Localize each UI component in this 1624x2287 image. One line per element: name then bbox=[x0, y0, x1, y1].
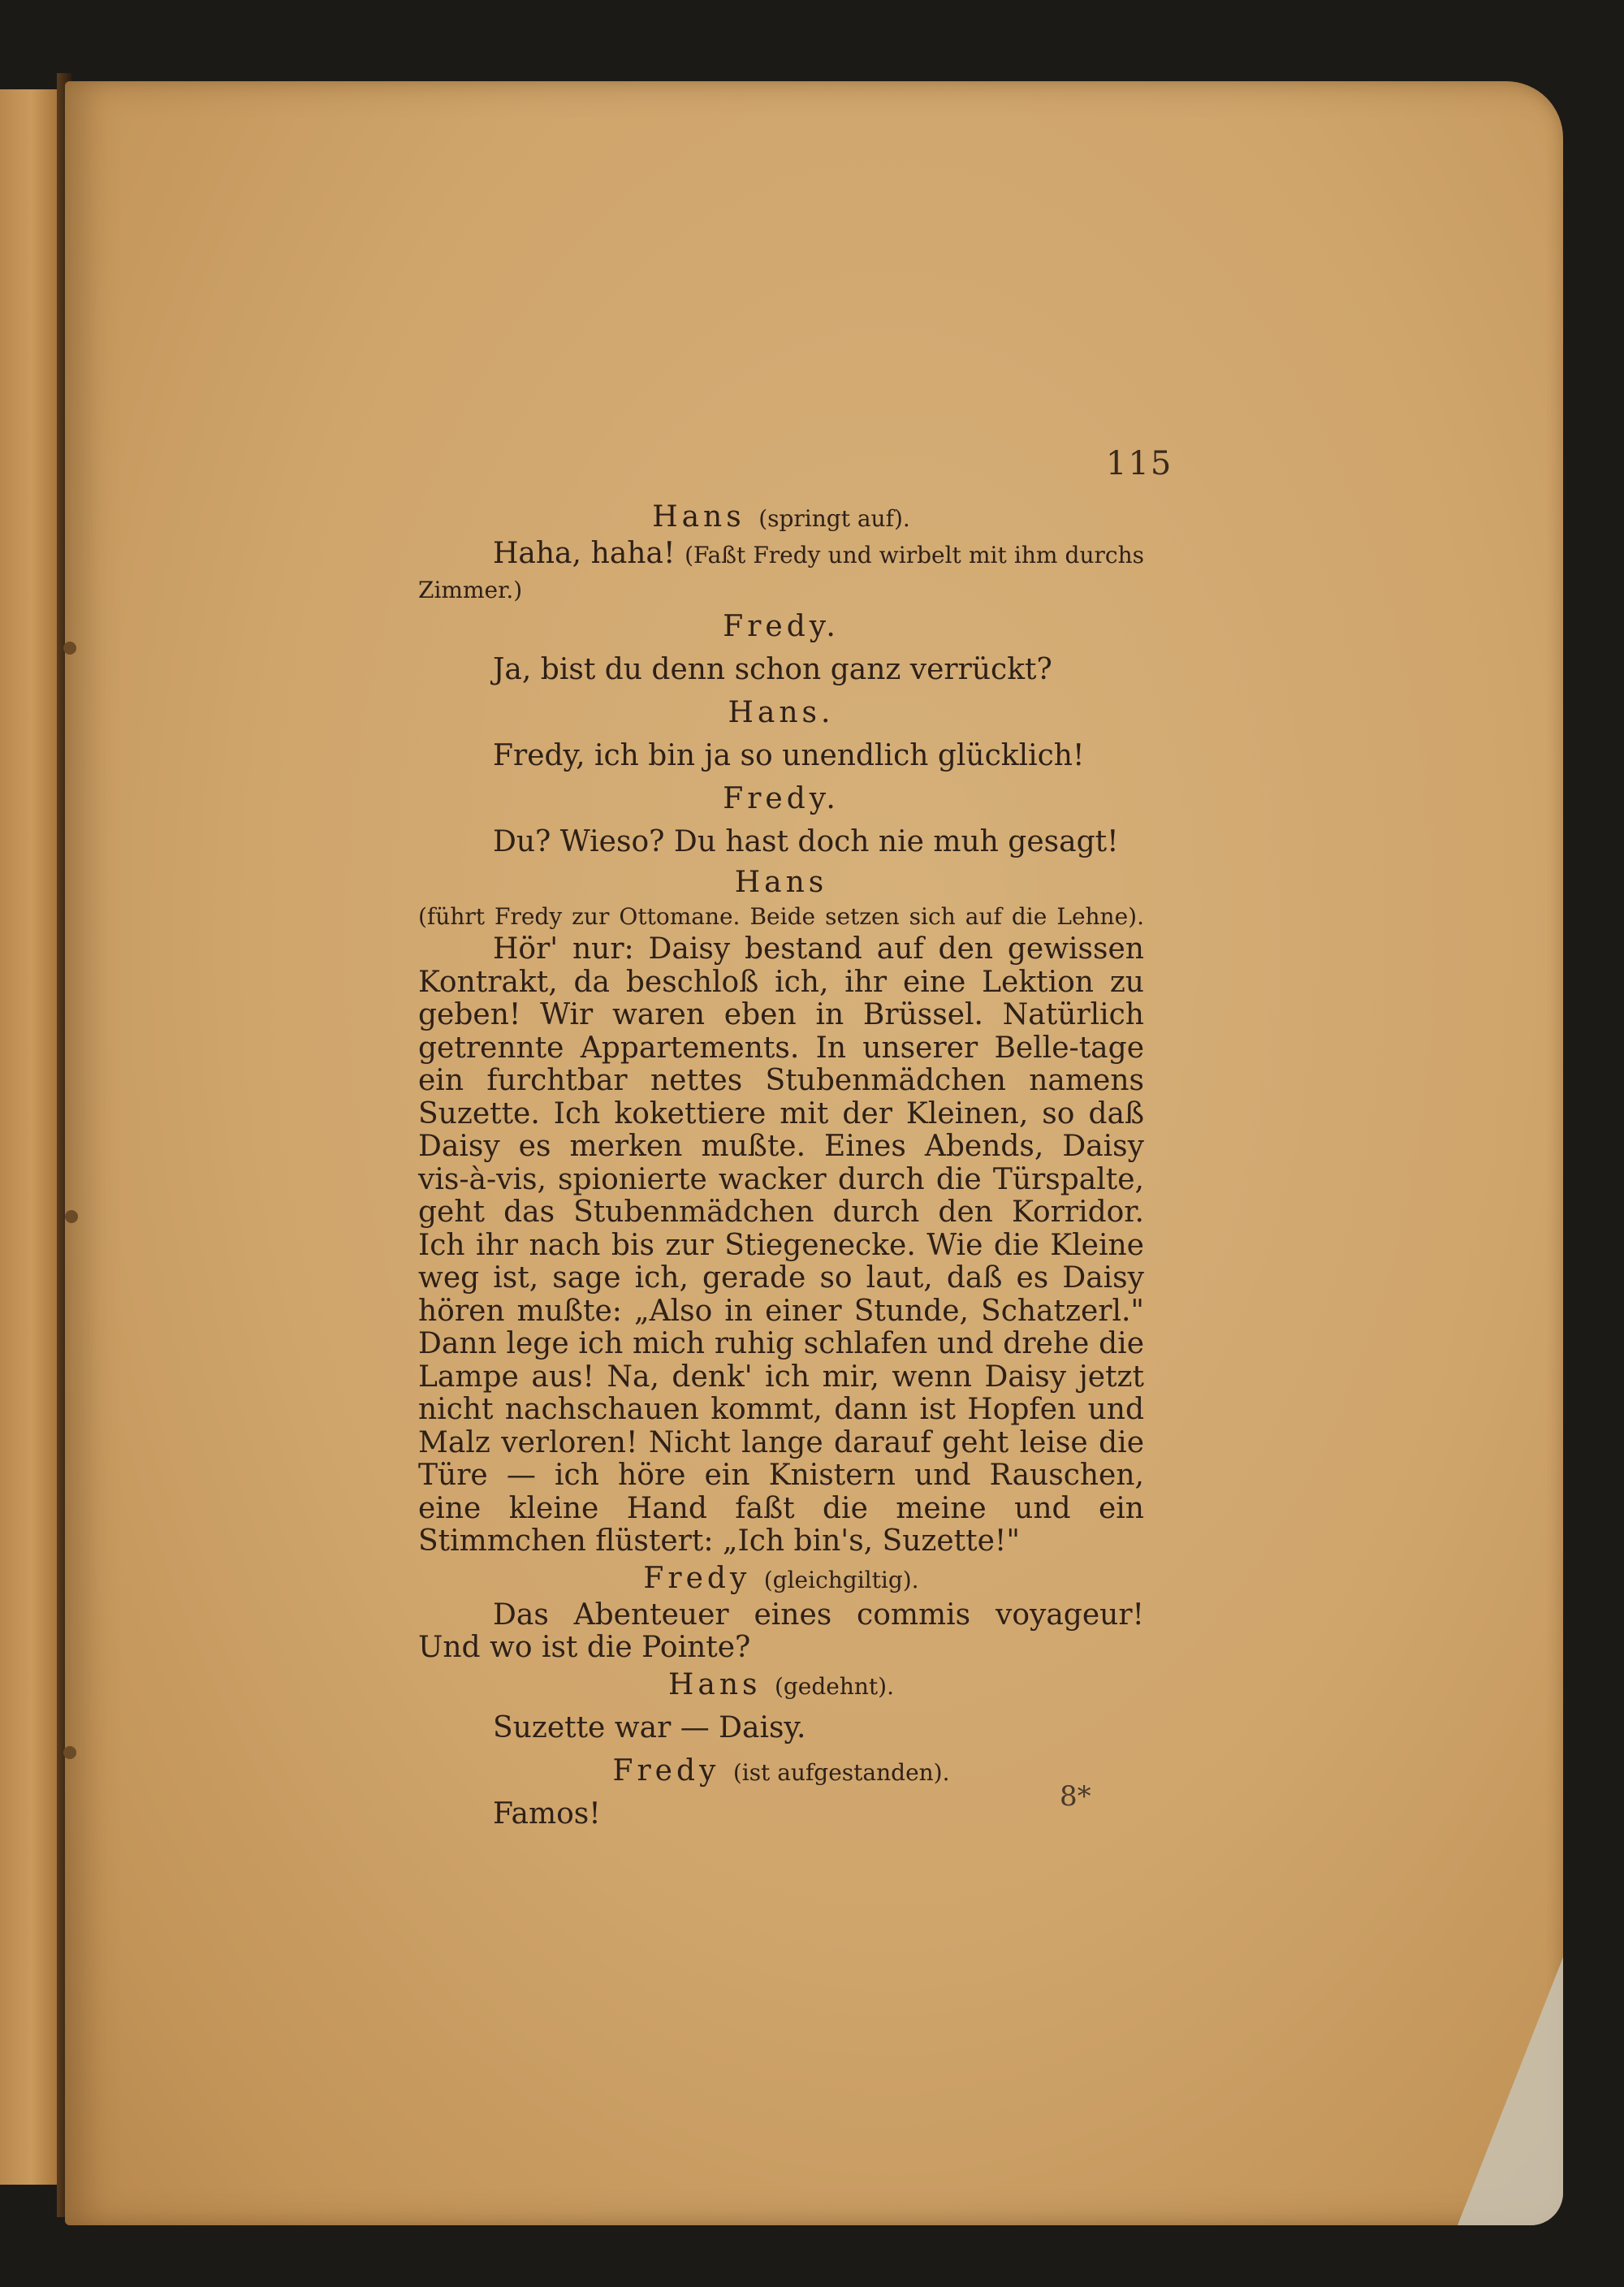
dialogue-paragraph: Das Abenteuer eines commis voyageur! Und wo ist die Pointe? bbox=[418, 1597, 1144, 1664]
binding-hole bbox=[65, 1210, 78, 1223]
stage-direction: (springt auf). bbox=[758, 505, 910, 532]
speaker-name: Hans bbox=[734, 866, 828, 899]
speaker-heading bbox=[418, 497, 1144, 538]
play-text bbox=[418, 497, 1144, 1837]
speaker-name: Fredy bbox=[643, 1561, 751, 1595]
speaker-heading bbox=[418, 1559, 1144, 1599]
speaker-name: Fredy. bbox=[723, 782, 840, 815]
page-corner-fold bbox=[1458, 1957, 1563, 2225]
binding-hole bbox=[63, 1746, 76, 1759]
speaker-heading bbox=[418, 1751, 1144, 1792]
stage-direction: (Faßt Fredy und wirbelt mit ihm durchs Zimmer.) bbox=[418, 542, 1144, 603]
dialogue-line: Suzette war — Daisy. bbox=[493, 1710, 806, 1744]
speaker-name: Hans. bbox=[728, 696, 835, 729]
stage-direction: (ist aufgestanden). bbox=[732, 1758, 950, 1786]
dialogue-line: Famos! bbox=[493, 1796, 601, 1831]
dialogue-line: Fredy, ich bin ja so unendlich glücklich! bbox=[493, 739, 1085, 772]
dialogue-paragraph: Hör' nur: Daisy bestand auf den gewissen Kontrakt, da beschloß ich, ihr eine Lektion zu geben! Wir waren eben in Brüssel. Natürlich getrennte Appartements. In unserer Belle-tage ein furchtbar nettes Stubenmädchen namens Suzette. Ich kokettiere mit der Kleinen, so daß Daisy es merken mußte. Eines Abends, Daisy vis-à-vis, spionierte wacker durch die Türspalte, geht das Stubenmädchen durch den Korridor. Ich ihr nach bis zur Stiegenecke. Wie die Kleine weg ist, sage ich, gerade so laut, daß es Daisy hören mußte: „Also in einer Stunde, Schatzerl." Dann lege ich mich ruhig schlafen und drehe die Lampe aus! Na, denk' ich mir, wenn Daisy jetzt nicht nachschauen kommt, dann ist Hopfen und Malz verloren! Nicht lange darauf geht leise die Türe — ich höre ein Knistern und Rauschen, eine kleine Hand faßt die meine und ein Stimmchen flüstert: „Ich bin's, Suzette!" bbox=[418, 932, 1144, 1558]
speaker-name: Fredy bbox=[612, 1753, 720, 1788]
dialogue-paragraph bbox=[418, 538, 1144, 607]
printer-signature-mark: 8* bbox=[1060, 1780, 1091, 1813]
speaker-name: Hans bbox=[667, 1667, 762, 1701]
speaker-heading bbox=[418, 779, 1144, 819]
speaker-heading bbox=[418, 865, 1144, 933]
stage-direction: (gleichgiltig). bbox=[763, 1566, 919, 1593]
speaker-name: Fredy. bbox=[723, 610, 840, 643]
dialogue-line: Du? Wieso? Du hast doch nie muh gesagt! bbox=[493, 825, 1119, 858]
speaker-heading bbox=[418, 1665, 1144, 1706]
dialogue-text: Haha, haha! bbox=[493, 537, 685, 570]
dialogue-line: Ja, bist du denn schon ganz verrückt? bbox=[493, 653, 1052, 686]
page-number: 115 bbox=[1106, 445, 1173, 482]
speaker-heading bbox=[418, 693, 1144, 733]
stage-direction: (gedehnt). bbox=[774, 1672, 895, 1700]
stage-direction: (führt Fredy zur Ottomane. Beide setzen sich auf die Lehne). bbox=[418, 903, 1144, 930]
speaker-name: Hans bbox=[652, 500, 745, 534]
binding-hole bbox=[63, 642, 76, 655]
speaker-heading bbox=[418, 607, 1144, 647]
